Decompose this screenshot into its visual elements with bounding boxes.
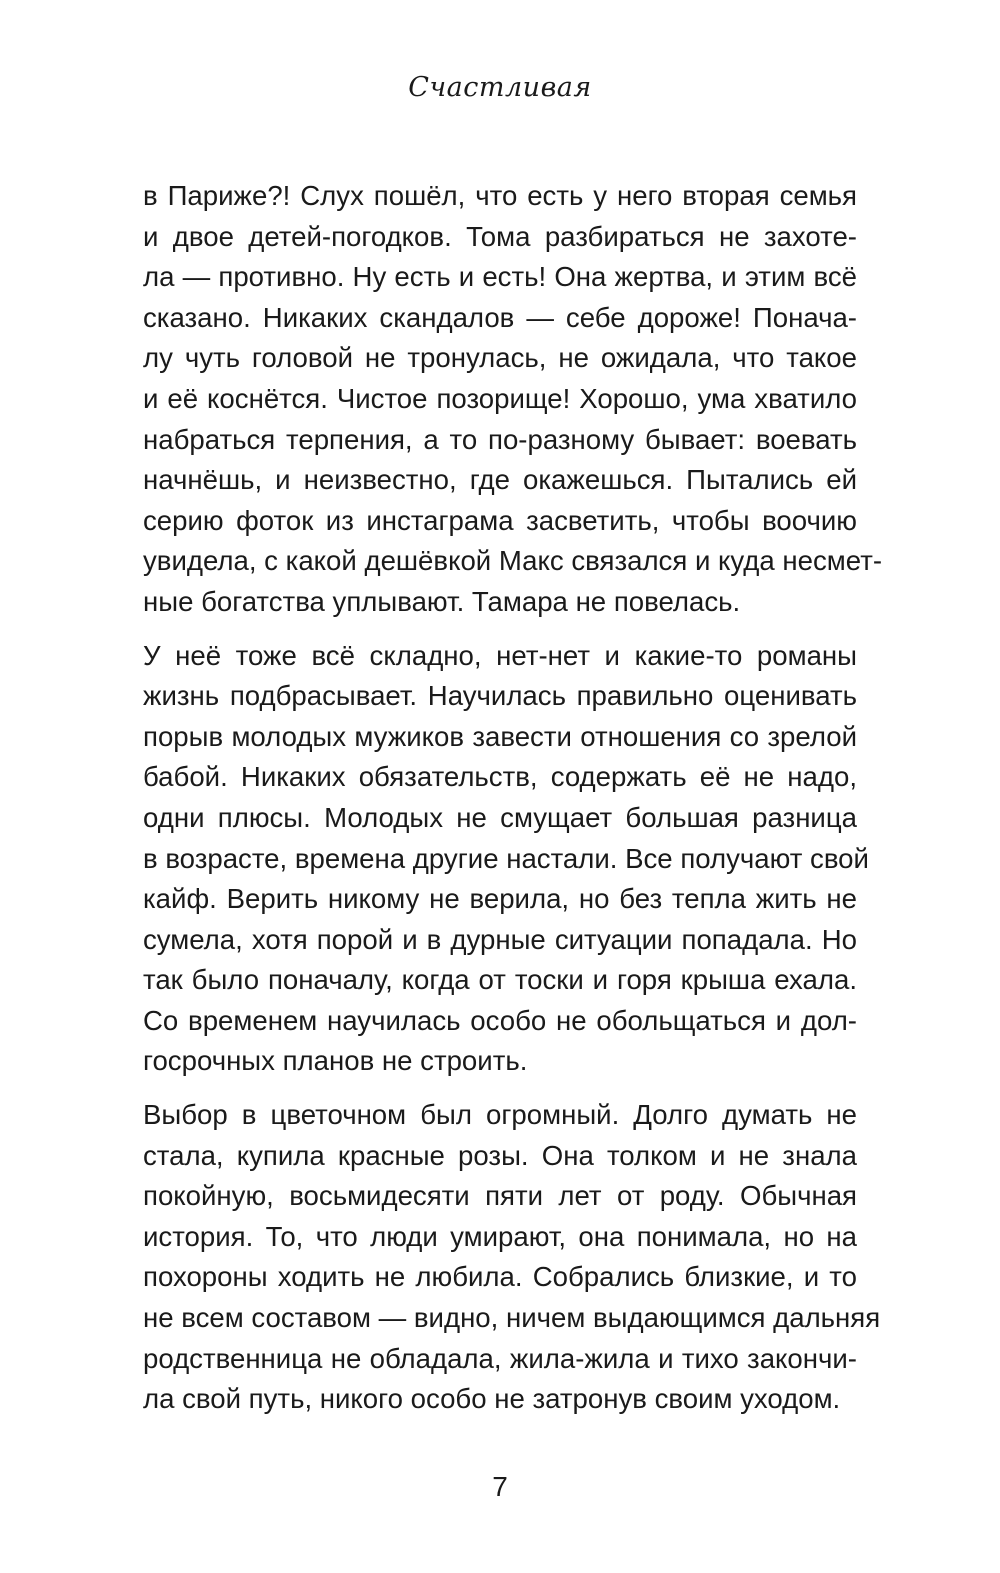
- text-line: серию фоток из инстаграма засветить, чтобы воочию: [143, 504, 857, 536]
- text-line: порыв молодых мужиков завести отношения со зрелой: [143, 720, 857, 752]
- text-line: сказано. Никаких скандалов — себе дороже! Понача-: [143, 301, 857, 333]
- text-line: ла — противно. Ну есть и есть! Она жертва, и этим всё: [143, 261, 857, 293]
- paragraph: [143, 176, 883, 623]
- text-line: сумела, хотя порой и в дурные ситуации попадала. Но: [143, 923, 857, 955]
- text-line: ла свой путь, никого особо не затронув своим уходом.: [143, 1383, 841, 1415]
- body-text: [143, 176, 883, 1433]
- text-line: стала, купила красные розы. Она толком и не знала: [143, 1139, 857, 1171]
- text-line: ные богатства уплывают. Тамара не повелась.: [143, 585, 741, 617]
- text-line: лу чуть головой не тронулась, не ожидала, что такое: [143, 342, 857, 374]
- text-line: увидела, с какой дешёвкой Макс связался и куда несмет-: [143, 545, 883, 577]
- text-line: набраться терпения, а то по-разному бывает: воевать: [143, 423, 857, 455]
- text-line: и её коснётся. Чистое позорище! Хорошо, ума хватило: [143, 382, 857, 414]
- paragraph: [143, 636, 869, 1083]
- page-number: 7: [492, 1471, 508, 1502]
- text-line: похороны ходить не любила. Собрались близкие, и то: [143, 1261, 857, 1293]
- paragraph: [143, 1095, 881, 1420]
- text-line: одни плюсы. Молодых не смущает большая разница: [143, 801, 857, 833]
- text-line: родственница не обладала, жила-жила и тихо закончи-: [143, 1342, 857, 1374]
- text-line: и двое детей-погодков. Тома разбираться не захоте-: [143, 220, 857, 252]
- text-line: в Париже?! Слух пошёл, что есть у него вторая семья: [143, 180, 857, 211]
- text-line: Со временем научилась особо не обольщаться и дол-: [143, 1004, 857, 1036]
- text-line: У неё тоже всё складно, нет-нет и какие-то романы: [143, 639, 857, 671]
- text-line: в возрасте, времена другие настали. Все получают свой: [143, 842, 869, 874]
- text-line: кайф. Верить никому не верила, но без тепла жить не: [143, 883, 857, 915]
- running-head: Счастливая: [408, 72, 592, 103]
- text-line: история. То, что люди умирают, она понимала, но на: [143, 1220, 857, 1252]
- text-line: Выбор в цветочном был огромный. Долго думать не: [143, 1099, 857, 1131]
- text-line: начнёшь, и неизвестно, где окажешься. Пытались ей: [143, 464, 857, 496]
- text-line: жизнь подбрасывает. Научилась правильно оценивать: [143, 680, 857, 712]
- text-line: так было поначалу, когда от тоски и горя крыша ехала.: [143, 964, 857, 996]
- text-line: госрочных планов не строить.: [143, 1045, 528, 1077]
- text-line: покойную, восьмидесяти пяти лет от роду. Обычная: [143, 1180, 857, 1212]
- text-line: не всем составом — видно, ничем выдающимся дальняя: [143, 1302, 881, 1334]
- text-line: бабой. Никаких обязательств, содержать её не надо,: [143, 761, 857, 793]
